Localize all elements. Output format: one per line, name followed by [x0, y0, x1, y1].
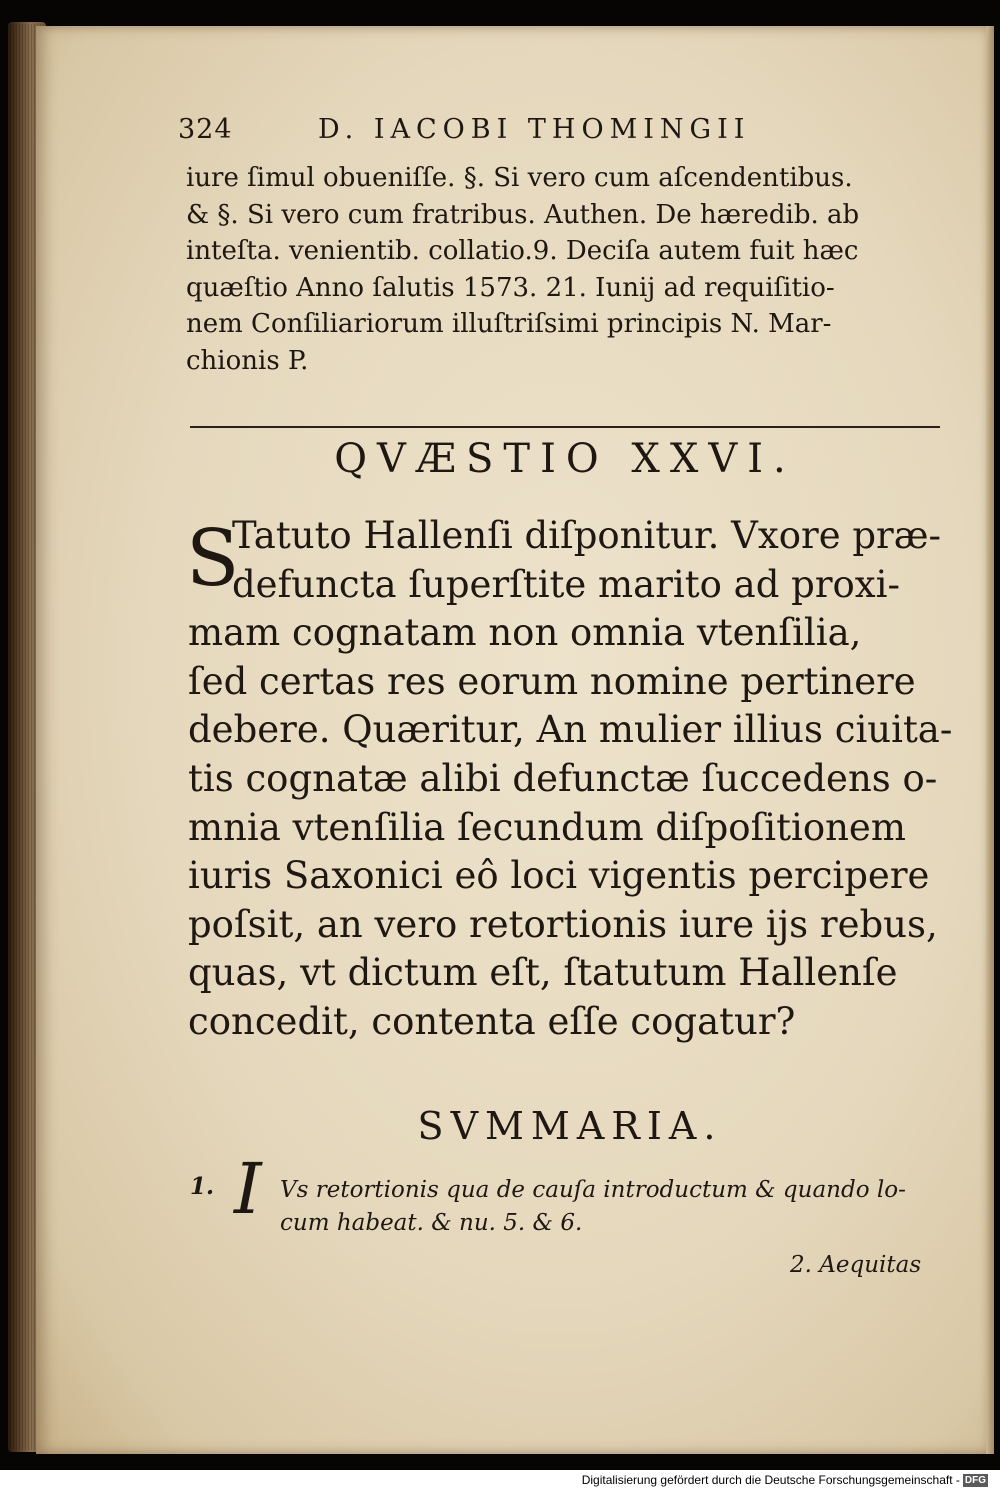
question-heading: QVÆSTIO XXVI.	[334, 436, 796, 482]
page-number: 324	[178, 114, 233, 145]
continued-text-block	[186, 160, 956, 379]
page-header	[178, 114, 878, 158]
text-line: quas, vt dictum eſt, ſtatutum Hallenſe	[188, 951, 898, 995]
text-line: inteſta. venientib. collatio.9. Deciſa autem fuit hæc	[186, 236, 859, 266]
text-line: ſed certas res eorum nomine pertinere	[188, 659, 916, 703]
dfg-logo: DFG	[964, 1475, 986, 1487]
summary-initial: I	[234, 1148, 262, 1230]
text-line: poſsit, an vero retortionis iure ijs rebus,	[188, 902, 938, 946]
text-line: & §. Si vero cum fratribus. Authen. De hæredib. ab	[186, 199, 860, 230]
text-line: iuris Saxonici eô loci vigentis percipere	[188, 854, 930, 898]
text-line: nem Conſiliariorum illuſtriſsimi principis N. Mar-	[186, 309, 832, 339]
drop-cap: S	[186, 514, 240, 604]
text-line: mam cognatam non omnia vtenſilia,	[188, 611, 862, 655]
text-line: concedit, contenta eſſe cogatur?	[188, 999, 796, 1043]
text-line: mnia vtenſilia ſecundum diſpoſitionem	[188, 805, 906, 849]
text-line: defuncta ſuperſtite marito ad proxi-	[232, 562, 900, 606]
catchword: 2. Aequitas	[790, 1252, 922, 1278]
text-line: quæſtio Anno ſalutis 1573. 21. Iunij ad requiſitio-	[186, 272, 835, 303]
summary-number: 1.	[190, 1173, 215, 1200]
credit-text: Digitalisierung gefördert durch die Deutsche Forschungsgemeinschaft -	[581, 1473, 960, 1487]
question-body	[188, 512, 958, 1047]
page-right-edge	[986, 26, 994, 1454]
summaria-heading: SVMMARIA.	[417, 1104, 723, 1148]
text-line: iure ſimul obueniſſe. §. Si vero cum aſcendentibus.	[186, 163, 853, 193]
summary-text	[280, 1174, 950, 1240]
text-line: Tatuto Hallenſi diſponitur. Vxore præ-	[232, 514, 942, 557]
text-line: tis cognatæ alibi defunctæ ſuccedens o-	[188, 756, 938, 800]
running-title: D. IACOBI THOMINGII	[318, 114, 751, 145]
text-line: debere. Quæritur, An mulier illius ciuita-	[188, 708, 953, 752]
text-line: chionis P.	[186, 345, 309, 376]
section-divider-rule	[190, 426, 940, 428]
text-line: Vs retortionis qua de cauſa introductum & quando lo-	[280, 1177, 906, 1203]
text-line: cum habeat. & nu. 5. & 6.	[280, 1210, 583, 1236]
digitization-credit	[0, 1471, 988, 1489]
